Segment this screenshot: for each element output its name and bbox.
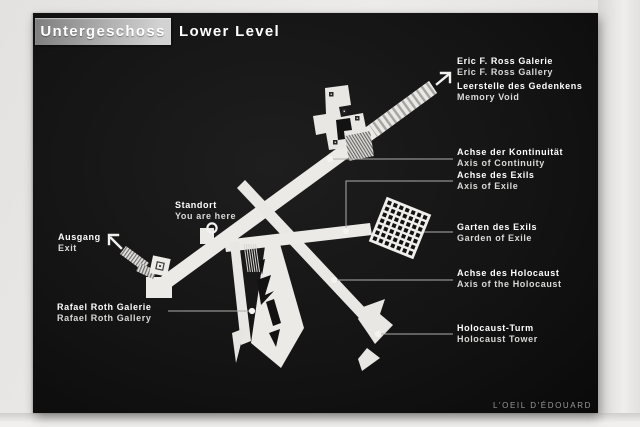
garden-of-exile-square	[369, 197, 431, 259]
corridor-end-lobby	[146, 277, 172, 298]
arrow-up-right-icon	[437, 73, 450, 84]
exit-lift-room	[149, 255, 170, 276]
label-exit	[58, 232, 101, 254]
holocaust-tower-tail	[358, 348, 380, 371]
label-rafael-roth-gallery	[57, 302, 151, 324]
label-axis-of-continuity	[457, 147, 563, 169]
rafael-roth-gallery-shape	[251, 244, 304, 368]
continuity-stairs	[369, 81, 437, 137]
label-de: Rafael Roth Galerie	[57, 302, 152, 312]
label-en: Axis of the Holocaust	[457, 279, 562, 289]
label-holocaust-tower	[457, 323, 538, 345]
main-staircase	[345, 131, 374, 161]
label-en: Memory Void	[457, 92, 520, 102]
label-en: Garden of Exile	[457, 233, 533, 243]
label-de: Holocaust-Turm	[457, 323, 534, 333]
label-en: Axis of Continuity	[457, 158, 545, 168]
label-memory-void	[457, 81, 582, 103]
label-de: Ausgang	[58, 232, 101, 242]
label-de: Achse des Exils	[457, 170, 535, 180]
label-de: Standort	[175, 200, 217, 210]
sign-panel	[33, 13, 598, 413]
label-en: Exit	[58, 243, 77, 253]
label-en: Holocaust Tower	[457, 334, 538, 344]
label-axis-of-exile	[457, 170, 535, 192]
label-garden-of-exile	[457, 222, 537, 244]
page-title-english: Lower Level	[179, 23, 280, 40]
label-eric-ross-gallery	[457, 56, 553, 78]
label-en: Eric F. Ross Gallery	[457, 67, 554, 77]
wall-bottom	[0, 413, 640, 427]
garden-pillar-grid	[372, 200, 427, 255]
label-de: Eric F. Ross Galerie	[457, 56, 554, 66]
gallery-shard-bottom	[232, 328, 245, 363]
label-axis-of-the-holocaust	[457, 268, 562, 290]
label-de: Leerstelle des Gedenkens	[457, 81, 583, 91]
label-en: Axis of Exile	[457, 181, 519, 191]
holocaust-tower-shape	[358, 299, 393, 344]
label-en: Rafael Roth Gallery	[57, 313, 152, 323]
label-you-are-here	[175, 200, 236, 222]
label-de: Garten des Exils	[457, 222, 538, 232]
label-de: Achse des Holocaust	[457, 268, 560, 278]
page-title-german: Untergeschoss	[40, 23, 166, 40]
label-de: Achse der Kontinuität	[457, 147, 564, 157]
wall-right-shadow	[598, 0, 640, 427]
label-en: You are here	[175, 211, 237, 221]
photo-credit-watermark: L'OEIL D'ÉDOUARD	[492, 401, 592, 410]
arrow-up-left-icon	[109, 235, 121, 248]
